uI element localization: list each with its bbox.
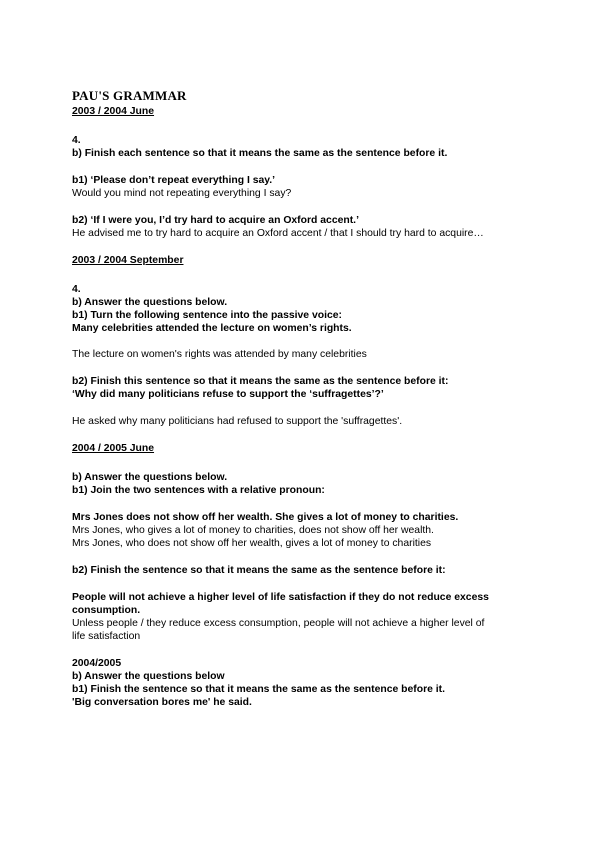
section-heading-2003-2004-june: 2003 / 2004 June [72,106,155,117]
question-b2: b2) Finish this sentence so that it means the same as the sentence before it: [72,376,449,387]
instruction: b) Answer the questions below. [72,297,228,308]
section-heading-2004-2005: 2004/2005 [72,658,122,669]
question-b1: b1) Finish the sentence so that it means the same as the sentence before it. [72,684,446,695]
question-number: 4. [72,284,81,295]
answer-b2-line2: life satisfaction [72,631,141,642]
section-heading-2004-2005-june: 2004 / 2005 June [72,443,155,454]
question-b1-sentence: Mrs Jones does not show off her wealth. She gives a lot of money to charities. [72,512,459,523]
question-b2-sentence-line2: consumption. [72,605,141,616]
document-body [72,88,542,709]
answer-b2: He advised me to try hard to acquire an Oxford accent / that I should try hard to acquire… [72,228,484,239]
question-b2: b2) ‘If I were you, I’d try hard to acquire an Oxford accent.’ [72,215,359,226]
question-b1: b1) ‘Please don’t repeat everything I say.’ [72,175,276,186]
question-number: 4. [72,135,81,146]
instruction: b) Answer the questions below [72,671,225,682]
question-b1: b1) Join the two sentences with a relative pronoun: [72,485,325,496]
instruction: b) Answer the questions below. [72,472,228,483]
instruction: b) Finish each sentence so that it means the same as the sentence before it. [72,148,448,159]
question-b2-sentence: ‘Why did many politicians refuse to support the ‘suffragettes’?’ [72,389,384,400]
document-title: PAU'S GRAMMAR [72,88,187,103]
question-b1-sentence: 'Big conversation bores me' he said. [72,697,252,708]
question-b2: b2) Finish the sentence so that it means the same as the sentence before it: [72,565,446,576]
answer-b1-line2: Mrs Jones, who does not show off her wealth, gives a lot of money to charities [72,538,432,549]
answer-b1: Would you mind not repeating everything I say? [72,188,292,199]
question-b2-sentence-line1: People will not achieve a higher level of life satisfaction if they do not reduce excess [72,592,489,603]
section-heading-2003-2004-september: 2003 / 2004 September [72,255,184,266]
answer-b1: The lecture on women's rights was attended by many celebrities [72,349,367,360]
answer-b1-line1: Mrs Jones, who gives a lot of money to charities, does not show off her wealth. [72,525,434,536]
question-b1: b1) Turn the following sentence into the passive voice: [72,310,343,321]
answer-b2-line1: Unless people / they reduce excess consumption, people will not achieve a higher level of [72,618,485,629]
answer-b2: He asked why many politicians had refused to support the 'suffragettes'. [72,416,403,427]
question-b1-sentence: Many celebrities attended the lecture on women’s rights. [72,323,352,334]
